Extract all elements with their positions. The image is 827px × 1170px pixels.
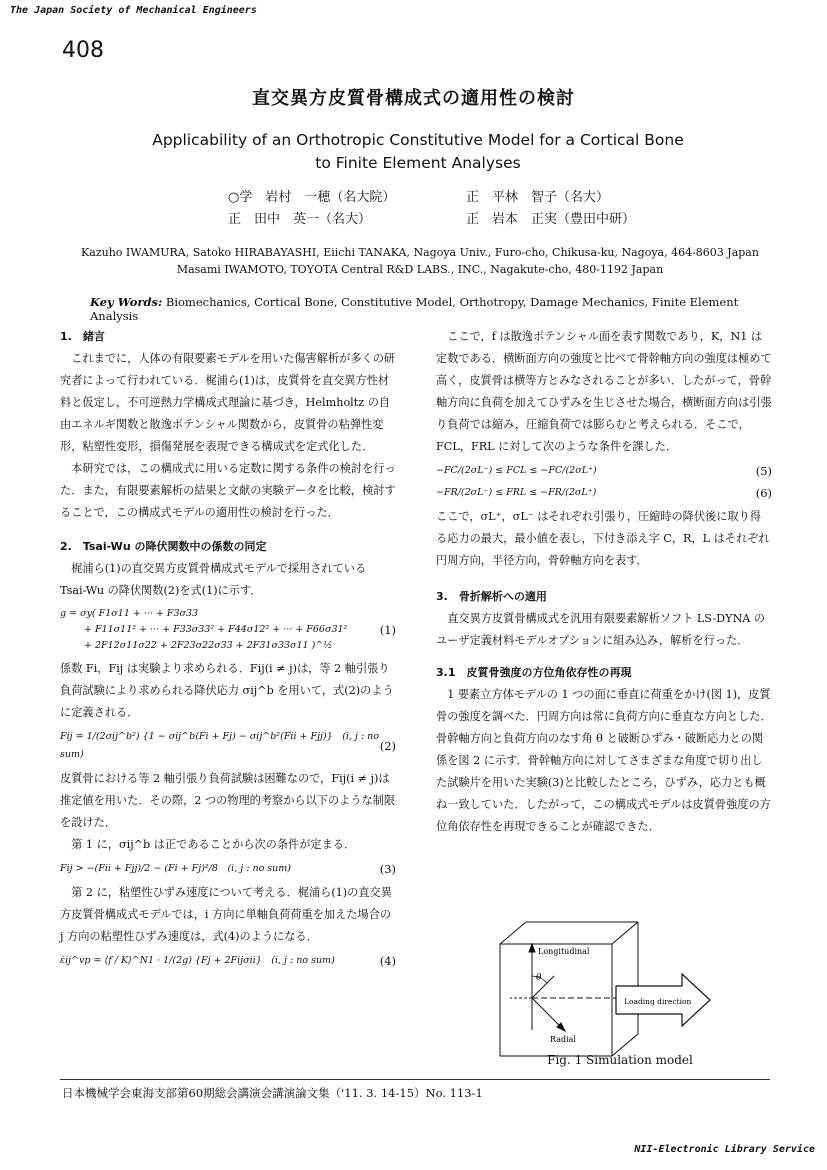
section-1-paragraph-1: これまでに，人体の有限要素モデルを用いた傷害解析が多くの研究者によって行われている．梶浦ら(1)は，皮質骨を直交異方性材料と仮定し，不可逆熱力学構成式理論に基づき，Helmholtz の自由エネルギ関数と散逸ポテンシャル関数から，皮質骨の粘弾性変形，粘塑性変形，損傷発展を表現できる構成式を定式化した．: [60, 352, 396, 453]
equation-6-number: (6): [755, 486, 772, 500]
author-1: ○学 岩村 一穂（名大院）: [228, 190, 396, 205]
equation-1-line1: g = σy( F1σ11 + ··· + F3σ33: [60, 608, 199, 619]
section-2-heading: 2. Tsai-Wu の降伏関数中の係数の同定: [60, 540, 267, 553]
section-2-paragraph-1: 梶浦ら(1)の直交異方皮質骨構成式モデルで採用されている Tsai-Wu の降伏関数(2)を式(1)に示す．: [60, 562, 367, 597]
title-japanese: 直交異方皮質骨構成式の適用性の検討: [252, 88, 575, 109]
figure-1-caption: Fig. 1 Simulation model: [547, 1053, 693, 1067]
equation-4-body: ε̇ij^vp = ⟨f / K⟩^N1 · 1/(2g) {Fj + 2Fijσii} (i, j : no sum): [60, 955, 335, 966]
society-header: The Japan Society of Mechanical Engineers: [10, 5, 257, 16]
left-column: [60, 326, 396, 974]
footer-proceedings: 日本機械学会東海支部第60期総会講演会講演論文集（'11. 3. 14-15）No. 113-1: [62, 1086, 483, 1100]
author-4: 正 岩本 正実（豊田中研）: [466, 212, 636, 227]
figure-1: [470, 918, 750, 1068]
label-theta: θ: [536, 973, 542, 983]
section-2-paragraph-3: 皮質骨における等 2 軸引張り負荷試験は困難なので，Fij(i ≠ j)は推定値を用いた．その際，2 つの物理的考察から以下のような制限を設けた．: [60, 772, 396, 829]
keywords-text: Biomechanics, Cortical Bone, Constitutive Model, Orthotropy, Damage Mechanics, Finite Element Analysis: [90, 295, 739, 323]
equation-4-number: (4): [379, 954, 396, 968]
author-2: 正 平林 智子（名大）: [466, 190, 610, 205]
affiliations: [40, 244, 800, 278]
author-3: 正 田中 英一（名大）: [228, 212, 372, 227]
section-2-paragraph-2: 係数 Fi，Fij は実験より求められる．Fij(i ≠ j)は，等 2 軸引張り負荷試験により求められる降伏応力 σij^b を用いて，式(2)のように定義される．: [60, 662, 394, 719]
equation-6-body: −FR/(2σL⁻) ≤ FRL ≤ −FR/(2σL⁺): [436, 487, 597, 498]
simulation-model-diagram: [470, 918, 750, 1068]
right-paragraph-2: ここで，σL⁺，σL⁻ はそれぞれ引張り，圧縮時の降伏後に取り得る応力の最大，最小値を表し，下付き添え字 C，R，L はそれぞれ円周方向，半径方向，骨幹軸方向を表す．: [436, 510, 770, 567]
label-radial: Radial: [550, 1035, 576, 1044]
equation-6: [436, 484, 772, 502]
title-english-line1: Applicability of an Orthotropic Constitutive Model for a Cortical Bone: [152, 131, 684, 149]
right-paragraph-1: ここで，f は散逸ポテンシャル面を表す関数であり，K，N1 は定数である．横断面方向の強度と比べて骨幹軸方向の強度は極めて高く，皮質骨は横等方とみなされることが多い．したがって，骨幹軸方向に負荷を加えてひずみを生じさせた場合，横断面方向は引張り負荷では縮み，圧縮負荷では膨らむと考えられる．そこで，FCL，FRL に対して次のような条件を課した．: [436, 330, 772, 453]
label-loading-direction: Loading direction: [624, 997, 692, 1006]
equation-1-line3: + 2F12σ11σ22 + 2F23σ22σ33 + 2F31σ33σ11 )^½: [84, 640, 333, 651]
keywords-label: Key Words:: [90, 295, 163, 309]
section-2-paragraph-5: 第 2 に，粘塑性ひずみ速度について考える．梶浦ら(1)の直交異方皮質骨構成式モデルでは，i 方向に単軸負荷荷重を加えた場合の j 方向の粘塑性ひずみ速度は，式(4)のようになる．: [60, 886, 392, 943]
equation-2-number: (2): [379, 739, 396, 753]
equation-2: [60, 728, 396, 764]
section-3-paragraph-1: 直交異方皮質骨構成式を汎用有限要素解析ソフト LS-DYNA のユーザ定義材料モデルオプションに組み込み，解析を行った．: [436, 612, 766, 647]
title-english-line2: to Finite Element Analyses: [315, 154, 521, 172]
section-2-paragraph-4: 第 1 に，σij^b は正であることから次の条件が定まる．: [71, 838, 356, 851]
equation-3-body: Fij > −(Fii + Fjj)/2 − (Fi + Fj)²/8 (i, j : no sum): [60, 863, 292, 874]
equation-1-line2: + F11σ11² + ··· + F33σ33² + F44σ12² + ··· + F66σ31²: [84, 624, 348, 635]
equation-2-body: Fij = 1/(2σij^b²) {1 − σij^b(Fi + Fj) − σij^b²(Fii + Fjj)} (i, j : no sum): [60, 731, 380, 760]
equation-5-body: −FC/(2σL⁻) ≤ FCL ≤ −FC/(2σL⁺): [436, 465, 597, 476]
equation-5: [436, 462, 772, 480]
equation-3: [60, 860, 396, 878]
equation-5-number: (5): [755, 464, 772, 478]
section-1-heading: 1. 緒言: [60, 330, 105, 343]
page-number: 408: [62, 38, 104, 63]
author-block: [228, 187, 668, 231]
equation-4: [60, 952, 396, 970]
affiliation-line2: Masami IWAMOTO, TOYOTA Central R&D LABS., INC., Nagakute-cho, 480-1192 Japan: [176, 263, 664, 276]
affiliation-line1: Kazuho IWAMURA, Satoko HIRABAYASHI, Eiichi TANAKA, Nagoya Univ., Furo-cho, Chikusa-ku, Nagoya, 464-8603 Japan: [81, 246, 759, 259]
equation-1: [60, 606, 396, 654]
section-3-1-heading: 3.1 皮質骨強度の方位角依存性の再現: [436, 666, 632, 679]
section-1-paragraph-2: 本研究では，この構成式に用いる定数に関する条件の検討を行った．また，有限要素解析の結果と文献の実験データを比較，検討することで，この構成式モデルの適用性の検討を行った．: [60, 462, 396, 519]
section-3-heading: 3. 骨折解析への適用: [436, 590, 547, 603]
keywords-line: [90, 295, 790, 323]
equation-1-number: (1): [379, 623, 396, 637]
equation-3-number: (3): [379, 862, 396, 876]
footer-service: NII-Electronic Library Service: [634, 1144, 815, 1155]
right-column: [436, 326, 772, 838]
title-english: [0, 129, 827, 175]
label-longitudinal: Longitudinal: [538, 947, 590, 956]
footer-rule: [60, 1079, 770, 1080]
section-3-1-paragraph-1: 1 要素立方体モデルの 1 つの面に垂直に荷重をかけ(図 1)，皮質骨の強度を調べた．円周方向は常に負荷方向に垂直な方向とした．骨幹軸方向と負荷方向のなす角 θ と破断ひずみ・破断応力との関係を図 2 に示す．骨幹軸方向に対してさまざまな角度で切り出した試験片を用いた実験(3)と比較したところ，ひずみ，応力とも概ね一致していた．したがって，この構成式モデルは皮質骨強度の方位角依存性を再現できることが確認できた．: [436, 688, 772, 833]
